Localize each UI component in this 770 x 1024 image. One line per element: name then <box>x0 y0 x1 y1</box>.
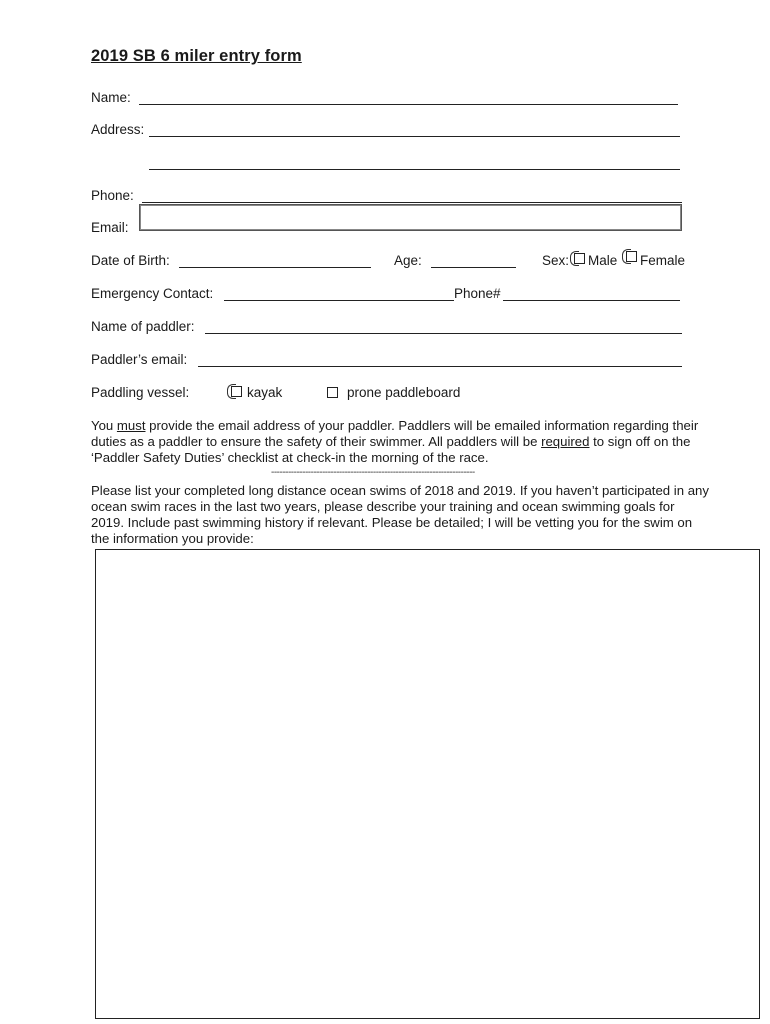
para1-text-c: to sign off on the ‘Paddler Safety Duties’ checklist at check-in the morning of the race. <box>91 434 691 465</box>
address-field-line-1[interactable] <box>149 136 680 137</box>
male-checkbox[interactable] <box>574 253 585 264</box>
male-label: Male <box>588 253 618 268</box>
prone-paddleboard-label: prone paddleboard <box>347 385 461 400</box>
paddler-name-label: Name of paddler: <box>91 319 195 334</box>
age-label: Age: <box>394 253 422 268</box>
paddler-email-field[interactable] <box>198 366 682 367</box>
female-label: Female <box>640 253 686 268</box>
required-emphasis: required <box>541 434 590 449</box>
emergency-contact-label: Emergency Contact: <box>91 286 214 301</box>
para1-text-b: provide the email address of your paddler. Paddlers will be emailed information regarding their duties as a paddler to ensure the safety of their swimmer. All paddlers will be <box>91 418 699 449</box>
address-label: Address: <box>91 122 145 137</box>
swim-history-textarea[interactable] <box>95 549 760 1019</box>
paddler-name-field[interactable] <box>205 333 682 334</box>
address-field-line-2[interactable] <box>149 169 680 170</box>
prone-paddleboard-checkbox[interactable] <box>327 387 338 398</box>
para1-text-a: You <box>91 418 117 433</box>
phone-field[interactable] <box>142 202 682 203</box>
dob-label: Date of Birth: <box>91 253 170 268</box>
paddler-email-label: Paddler’s email: <box>91 352 188 367</box>
form-title: 2019 SB 6 miler entry form <box>91 47 302 65</box>
paddler-instructions-paragraph <box>91 418 711 466</box>
email-label: Email: <box>91 220 129 235</box>
kayak-checkbox[interactable] <box>231 386 242 397</box>
name-field[interactable] <box>139 104 678 105</box>
paddling-vessel-label: Paddling vessel: <box>91 385 190 400</box>
dob-field[interactable] <box>179 267 371 268</box>
name-label: Name: <box>91 90 131 105</box>
kayak-label: kayak <box>247 385 283 400</box>
phone-label: Phone: <box>91 188 134 203</box>
emergency-phone-label: Phone# <box>454 286 501 301</box>
must-emphasis: must <box>116 418 146 433</box>
emergency-phone-field[interactable] <box>503 300 680 301</box>
separator-dashes: ------------------------------------------------------------------------ <box>271 467 475 478</box>
age-field[interactable] <box>431 267 516 268</box>
female-checkbox[interactable] <box>626 251 637 262</box>
emergency-contact-field[interactable] <box>224 300 454 301</box>
swim-history-instructions: Please list your completed long distance ocean swims of 2018 and 2019. If you haven’t participated in any ocean swim races in the last two years, please describe your training and ocean swimming goals for 2019. Include past swimming history if relevant. Please be detailed; I will be vetting you for the swim on the information you provide: <box>91 483 709 546</box>
email-input[interactable] <box>139 204 682 231</box>
sex-label: Sex: <box>542 253 570 268</box>
